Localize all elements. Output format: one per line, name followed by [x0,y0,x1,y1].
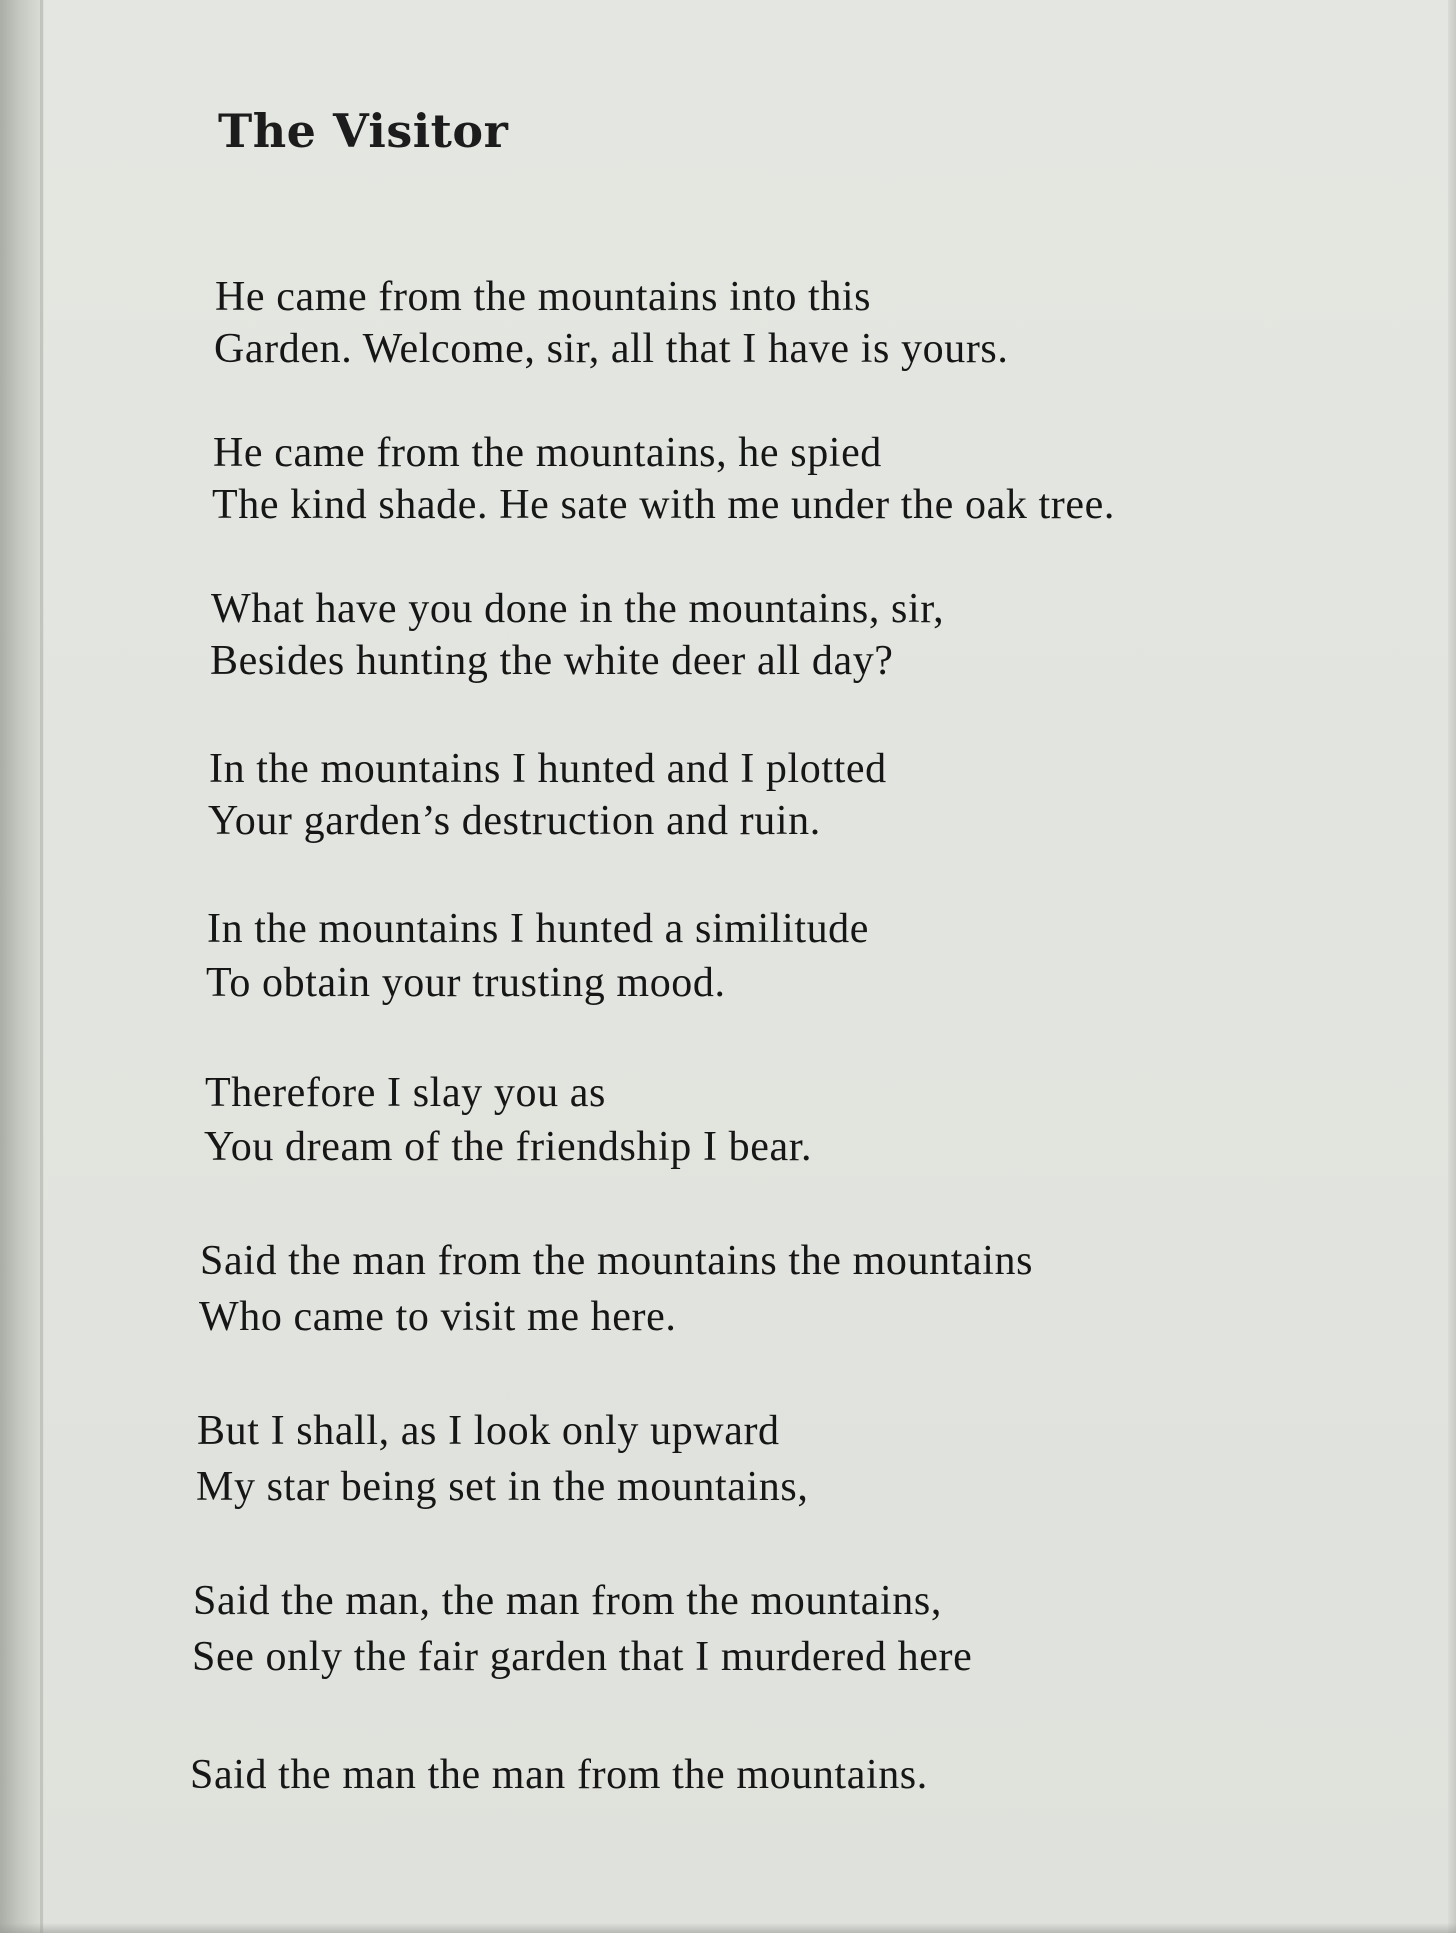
poem-line: Said the man, the man from the mountains, [193,1578,942,1624]
poem-title: The Visitor [218,104,509,158]
poem-line: What have you done in the mountains, sir, [211,586,945,632]
page-bottom-shadow [0,1923,1456,1933]
poem-line: My star being set in the mountains, [196,1464,809,1510]
facing-page-edge [40,0,43,1933]
poem-line: But I shall, as I look only upward [197,1408,780,1454]
poem-line: He came from the mountains into this [215,274,872,320]
poem-line: Said the man from the mountains the mountains [200,1238,1034,1284]
poem-line: Said the man the man from the mountains. [190,1752,928,1798]
poem-line: In the mountains I hunted a similitude [207,906,870,952]
poem-line: To obtain your trusting mood. [206,960,726,1006]
poem-line: See only the fair garden that I murdered here [192,1634,973,1680]
page-right-edge [1448,0,1456,1933]
book-gutter [0,0,44,1933]
poem-line: He came from the mountains, he spied [213,430,882,476]
poem-line: Who came to visit me here. [199,1294,677,1340]
poem-line: The kind shade. He sate with me under the oak tree. [212,482,1115,528]
poem-line: Besides hunting the white deer all day? [210,638,894,684]
poem-line: You dream of the friendship I bear. [204,1124,813,1170]
poem-line: Therefore I slay you as [205,1070,606,1116]
poem-line: Your garden’s destruction and ruin. [208,798,821,844]
poem-line: In the mountains I hunted and I plotted [209,746,887,792]
poem-line: Garden. Welcome, sir, all that I have is yours. [214,326,1009,372]
